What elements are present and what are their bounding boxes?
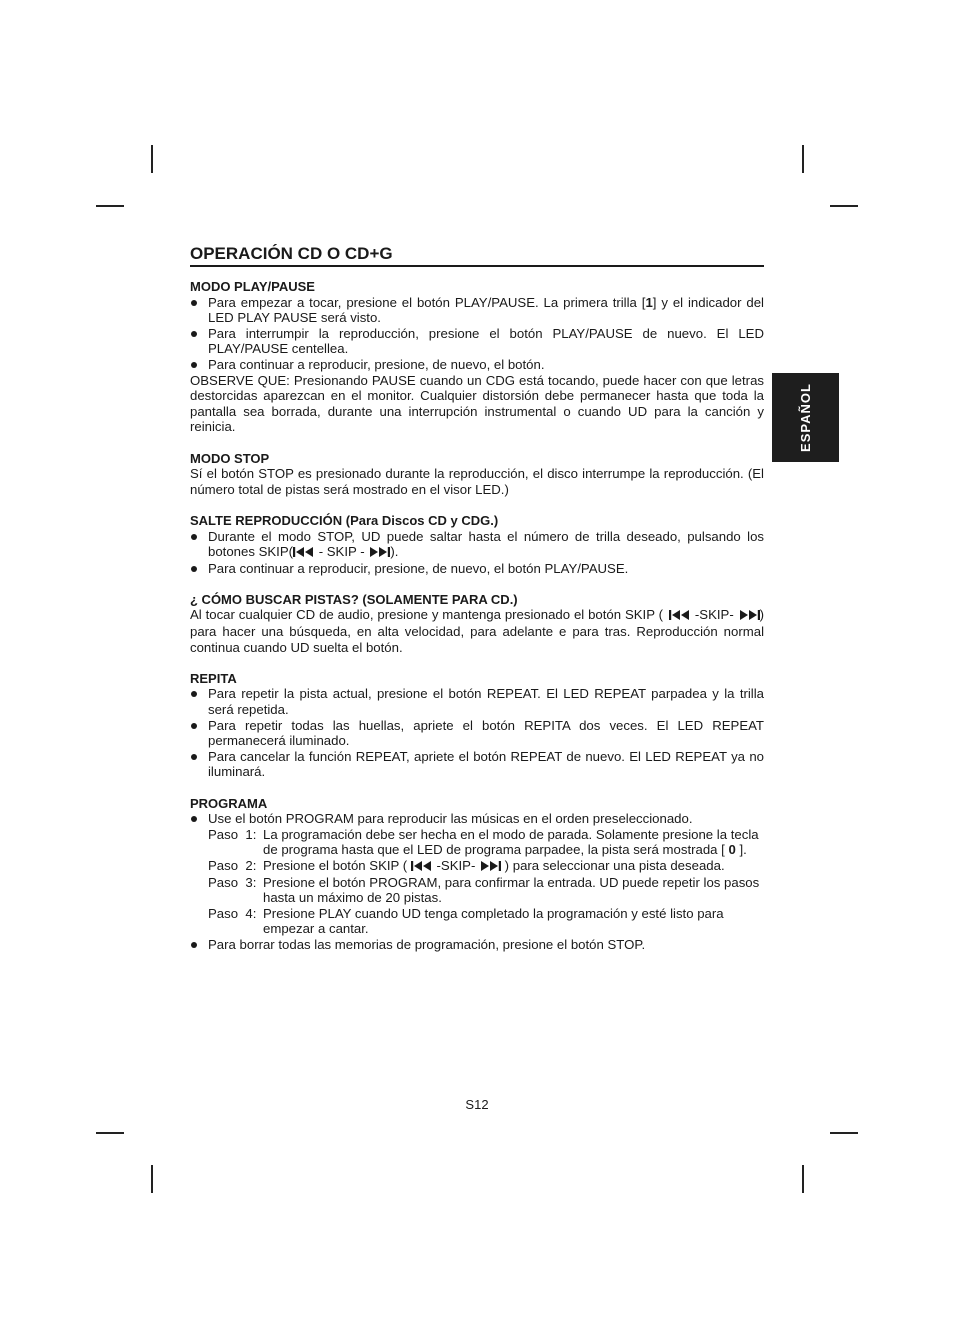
crop-mark xyxy=(802,145,804,173)
text: Durante el modo STOP, UD puede saltar hasta el número de trilla deseado, pulsando los botones SKIP( xyxy=(208,528,764,560)
step-label: Paso 4: xyxy=(208,905,257,921)
text: - SKIP - xyxy=(315,544,369,560)
language-tab xyxy=(772,373,839,462)
crop-mark xyxy=(802,1165,804,1193)
text: -SKIP- xyxy=(691,607,738,623)
list-item: Para borrar todas las memorias de programación, presione el botón STOP. xyxy=(190,937,764,953)
paragraph: Sí el botón STOP es presionado durante la reproducción, el disco interrumpe la reproducción. (El número total de pistas será mostrado en el visor LED.) xyxy=(190,466,764,497)
step-label: Paso 1: xyxy=(208,826,257,842)
step-text: Presione el botón PROGRAM, para confirmar la entrada. UD puede repetir los pasos hasta un máximo de 20 pistas. xyxy=(263,874,760,906)
text: ). xyxy=(390,544,399,560)
note-paragraph: OBSERVE QUE: Presionando PAUSE cuando un CDG está tocando, puede hacer con que letras destorcidas aparezcan en el monitor. Cualquier distorsión debe permanecer hasta que toda la pantalla sea borrada, durante una interrupción instrumental o cuando UD para la canción y reinicia. xyxy=(190,372,764,435)
crop-mark xyxy=(830,205,858,207)
page-title: OPERACIÓN CD O CD+G xyxy=(190,243,764,267)
section-heading: SALTE REPRODUCCIÓN (Para Discos CD y CDG.) xyxy=(190,512,499,528)
text: ) para hacer una búsqueda, en alta velocidad, para adelante e para tras. Reproducción normal continua cuando UD suelta el botón. xyxy=(190,607,764,655)
section-skip xyxy=(190,513,764,576)
skip-forward-icon xyxy=(368,545,390,561)
list-item: Use el botón PROGRAM para reproducir las músicas en el orden preseleccionado. xyxy=(190,811,764,827)
list-item: Para cancelar la función REPEAT, apriete el botón REPEAT de nuevo. El LED REPEAT ya no iluminará. xyxy=(190,749,764,780)
step-text xyxy=(263,858,764,875)
program-step xyxy=(190,906,764,937)
list-item: Para repetir la pista actual, presione el botón REPEAT. El LED REPEAT parpadea y la trilla será repetida. xyxy=(190,686,764,717)
crop-mark xyxy=(96,205,124,207)
section-repeat xyxy=(190,671,764,780)
step-text: Presione PLAY cuando UD tenga completado la programación y esté listo para empezar a cantar. xyxy=(263,905,724,937)
step-label: Paso 3: xyxy=(208,874,257,890)
skip-back-icon xyxy=(411,859,433,875)
skip-back-icon xyxy=(293,545,315,561)
skip-back-icon xyxy=(669,608,691,624)
program-step xyxy=(190,858,764,875)
section-heading: MODO STOP xyxy=(190,450,270,466)
segment-display-digit: 0 xyxy=(728,842,736,858)
crop-mark xyxy=(830,1132,858,1134)
section-heading: ¿ CÓMO BUSCAR PISTAS? (SOLAMENTE PARA CD.) xyxy=(190,591,518,607)
section-stop xyxy=(190,451,764,498)
skip-forward-icon xyxy=(479,859,501,875)
segment-display-digit: 1 xyxy=(645,294,653,310)
crop-mark xyxy=(151,1165,153,1193)
text: ] y el indicador del LED PLAY PAUSE será visto. xyxy=(208,294,764,326)
list-item xyxy=(190,295,764,326)
text: ) para seleccionar una pista deseada. xyxy=(501,857,725,873)
list-item xyxy=(190,529,764,561)
list-item: Para interrumpir la reproducción, presione el botón PLAY/PAUSE de nuevo. El LED PLAY/PAUSE centellea. xyxy=(190,326,764,357)
paragraph xyxy=(190,607,764,655)
crop-mark xyxy=(151,145,153,173)
program-step xyxy=(190,827,764,858)
section-heading: MODO PLAY/PAUSE xyxy=(190,279,315,294)
step-text xyxy=(263,827,764,858)
text: ]. xyxy=(735,842,747,858)
skip-forward-icon xyxy=(738,608,760,624)
text: Para empezar a tocar, presione el botón PLAY/PAUSE. La primera trilla [ xyxy=(208,294,646,310)
step-label: Paso 2: xyxy=(208,857,257,873)
text: -SKIP- xyxy=(432,857,480,873)
crop-mark xyxy=(96,1132,124,1134)
language-tab-label: ESPAÑOL xyxy=(798,383,814,452)
section-heading: REPITA xyxy=(190,670,237,686)
text: Al tocar cualquier CD de audio, presione y mantenga presionado el botón SKIP ( xyxy=(190,607,664,623)
list-item: Para continuar a reproducir, presione, de nuevo, el botón PLAY/PAUSE. xyxy=(190,561,764,577)
list-item: Para continuar a reproducir, presione, de nuevo, el botón. xyxy=(190,357,764,373)
list-item: Para repetir todas las huellas, apriete el botón REPITA dos veces. El LED REPEAT permanecerá iluminado. xyxy=(190,718,764,749)
text: Presione el botón SKIP ( xyxy=(263,857,411,873)
section-search xyxy=(190,592,764,655)
section-heading: PROGRAMA xyxy=(190,795,268,811)
manual-page-content xyxy=(190,243,764,953)
section-program xyxy=(190,796,764,953)
page-number: S12 xyxy=(465,1097,489,1112)
text: La programación debe ser hecha en el modo de parada. Solamente presione la tecla de programa hasta que el LED de programa parpadee, la pista será mostrada [ xyxy=(263,826,759,858)
program-step xyxy=(190,875,764,906)
section-play-pause xyxy=(190,279,764,435)
